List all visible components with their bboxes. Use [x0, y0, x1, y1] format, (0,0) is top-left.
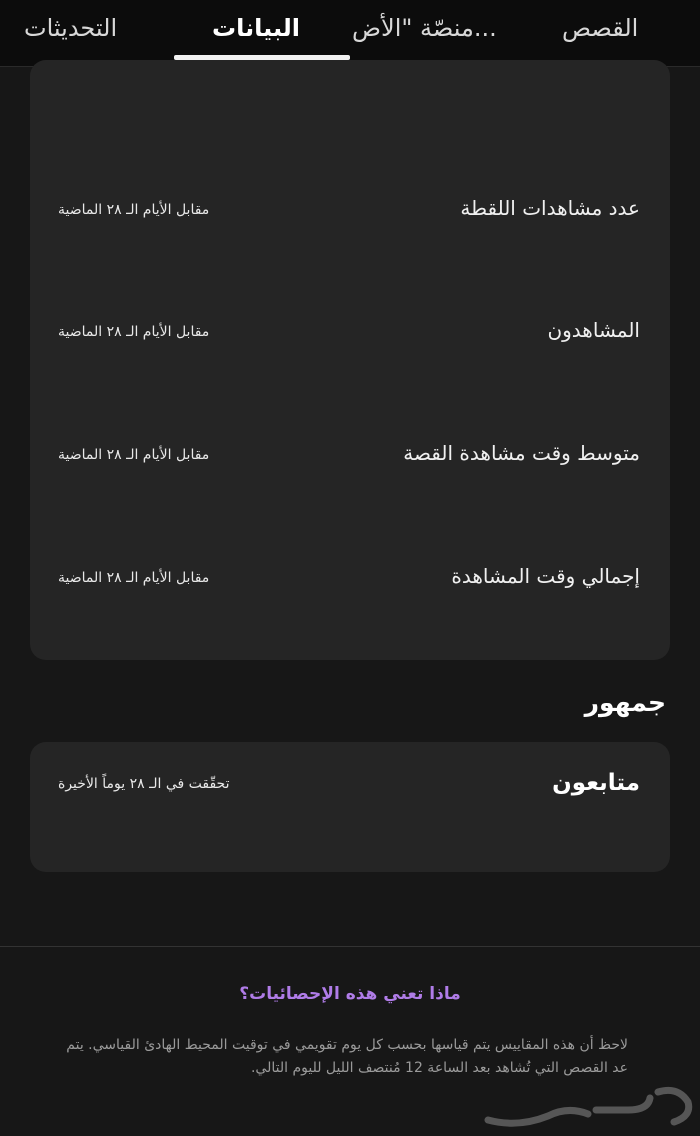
audience-section-title: جمهور	[584, 688, 666, 717]
tab-updates[interactable]: التحديثات	[24, 14, 118, 42]
audience-card	[30, 742, 670, 872]
metric-label-snap-views: عدد مشاهدات اللقطة	[460, 196, 640, 220]
tab-data[interactable]: البيانات	[212, 14, 300, 42]
tab-bar	[0, 0, 700, 67]
followers-label: متابعون	[552, 770, 640, 796]
tab-platform[interactable]: منصّة "الأض...	[352, 14, 497, 42]
watermark-logo-icon	[478, 1080, 698, 1136]
footer-note: لاحظ أن هذه المقاييس يتم قياسها بحسب كل يوم تقويمي في توقيت المحيط الهادئ القياسي. يتم عد القصص التي تُشاهد بعد الساعة 12 مُنتصف الليل لليوم التالي.	[66, 1037, 628, 1076]
metric-label-viewers: المشاهدون	[547, 318, 640, 342]
metric-compare-viewers: مقابل الأيام الـ ٢٨ الماضية	[58, 324, 210, 340]
metric-label-avg-view-time: متوسط وقت مشاهدة القصة	[403, 441, 640, 465]
tab-stories[interactable]: القصص	[562, 14, 639, 42]
metric-compare-total-view-time: مقابل الأيام الـ ٢٨ الماضية	[58, 570, 210, 586]
metric-compare-avg-view-time: مقابل الأيام الـ ٢٨ الماضية	[58, 447, 210, 463]
metric-label-total-view-time: إجمالي وقت المشاهدة	[451, 564, 640, 588]
metric-compare-snap-views: مقابل الأيام الـ ٢٨ الماضية	[58, 202, 210, 218]
stats-info-link[interactable]: ماذا تعني هذه الإحصائيات؟	[239, 984, 461, 1004]
followers-note: تحقّقت في الـ ٢٨ يوماً الأخيرة	[58, 776, 230, 792]
divider	[0, 946, 700, 947]
metrics-card	[30, 60, 670, 660]
